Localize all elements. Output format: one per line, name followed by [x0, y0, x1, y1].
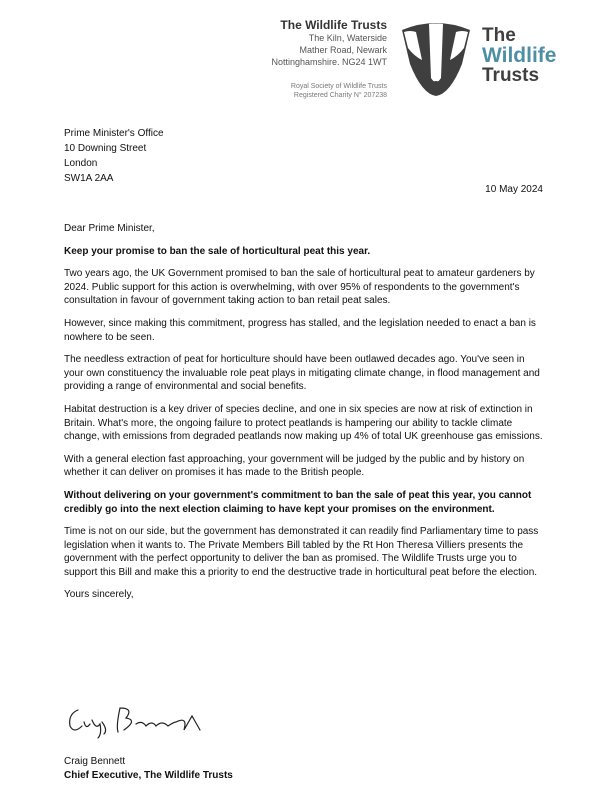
registration-info: [291, 82, 387, 100]
signer-name: Craig Bennett: [64, 756, 126, 767]
paragraph: Without delivering on your government's commitment to ban the sale of peat this year, you cannot credibly go into the next election claiming to have kept your promises on the environment.: [64, 489, 532, 515]
paragraph: With a general election fast approaching, your government will be judged by the public and by history on whether it can deliver on promises it has made to the British people.: [64, 453, 525, 479]
signer-block: [64, 755, 233, 783]
recipient-line: 10 Downing Street: [64, 143, 147, 154]
registration-line: Royal Society of Wildlife Trusts: [290, 83, 387, 90]
address-line: Mather Road, Newark: [299, 45, 387, 55]
letter-date: 10 May 2024: [485, 184, 543, 195]
letter-body: [64, 222, 544, 611]
recipient-line: London: [64, 158, 98, 169]
recipient-line: Prime Minister's Office: [64, 128, 164, 139]
registration-line: Registered Charity N° 207238: [293, 92, 387, 99]
recipient-line: SW1A 2AA: [64, 173, 114, 184]
address-line: Nottinghamshire. NG24 1WT: [271, 57, 387, 67]
logo-text-trusts: Trusts: [482, 65, 540, 86]
paragraph: Time is not on our side, but the government has demonstrated it can readily find Parliamentary time to pass legislation when it wants to. The Private Members Bill tabled by the Rt Hon Theresa Villiers presents the government with the perfect opportunity to deliver the ban as promised. The Wildlife Trusts urge you to support this Bill and make this a priority to end the destructive trade in horticultural peat before the election.: [64, 526, 539, 578]
handwritten-signature: [64, 696, 204, 740]
logo-text-the: The: [482, 25, 516, 46]
letterhead-address: [271, 18, 387, 68]
paragraph: However, since making this commitment, progress has stalled, and the legislation needed to enact a ban is nowhere to be seen.: [64, 317, 536, 343]
paragraph: Two years ago, the UK Government promised to ban the sale of horticultural peat to amateur gardeners by 2024. Public support for this action is overwhelming, with over 95% of respondents to the government's consultation in favour of government taking action to ban retail peat sales.: [64, 268, 535, 307]
logo-wordmark: [482, 26, 556, 86]
closing: Yours sincerely,: [64, 589, 134, 601]
org-name: The Wildlife Trusts: [280, 18, 387, 32]
badger-icon: [396, 20, 476, 98]
wildlife-trusts-logo: [396, 20, 596, 100]
address-line: The Kiln, Waterside: [308, 33, 387, 43]
paragraph: Keep your promise to ban the sale of horticultural peat this year.: [64, 245, 371, 257]
salutation: Dear Prime Minister,: [64, 223, 155, 234]
paragraph: Habitat destruction is a key driver of species decline, and one in six species are now at risk of extinction in Britain. What's more, the ongoing failure to protect peatlands is hampering our ability to tackle climate change, with emissions from degraded peatlands now making up 4% of total UK greenhouse gas emissions.: [64, 403, 543, 443]
paragraph: The needless extraction of peat for horticulture should have been outlawed decades ago. You've seen in your own constituency the invaluable role peat plays in mitigating climate change, in flood management and providing a range of environmental and social benefits.: [64, 354, 540, 393]
signer-title: Chief Executive, The Wildlife Trusts: [64, 770, 233, 781]
recipient-address: [64, 126, 164, 186]
logo-text-wildlife: Wildlife: [482, 44, 557, 67]
